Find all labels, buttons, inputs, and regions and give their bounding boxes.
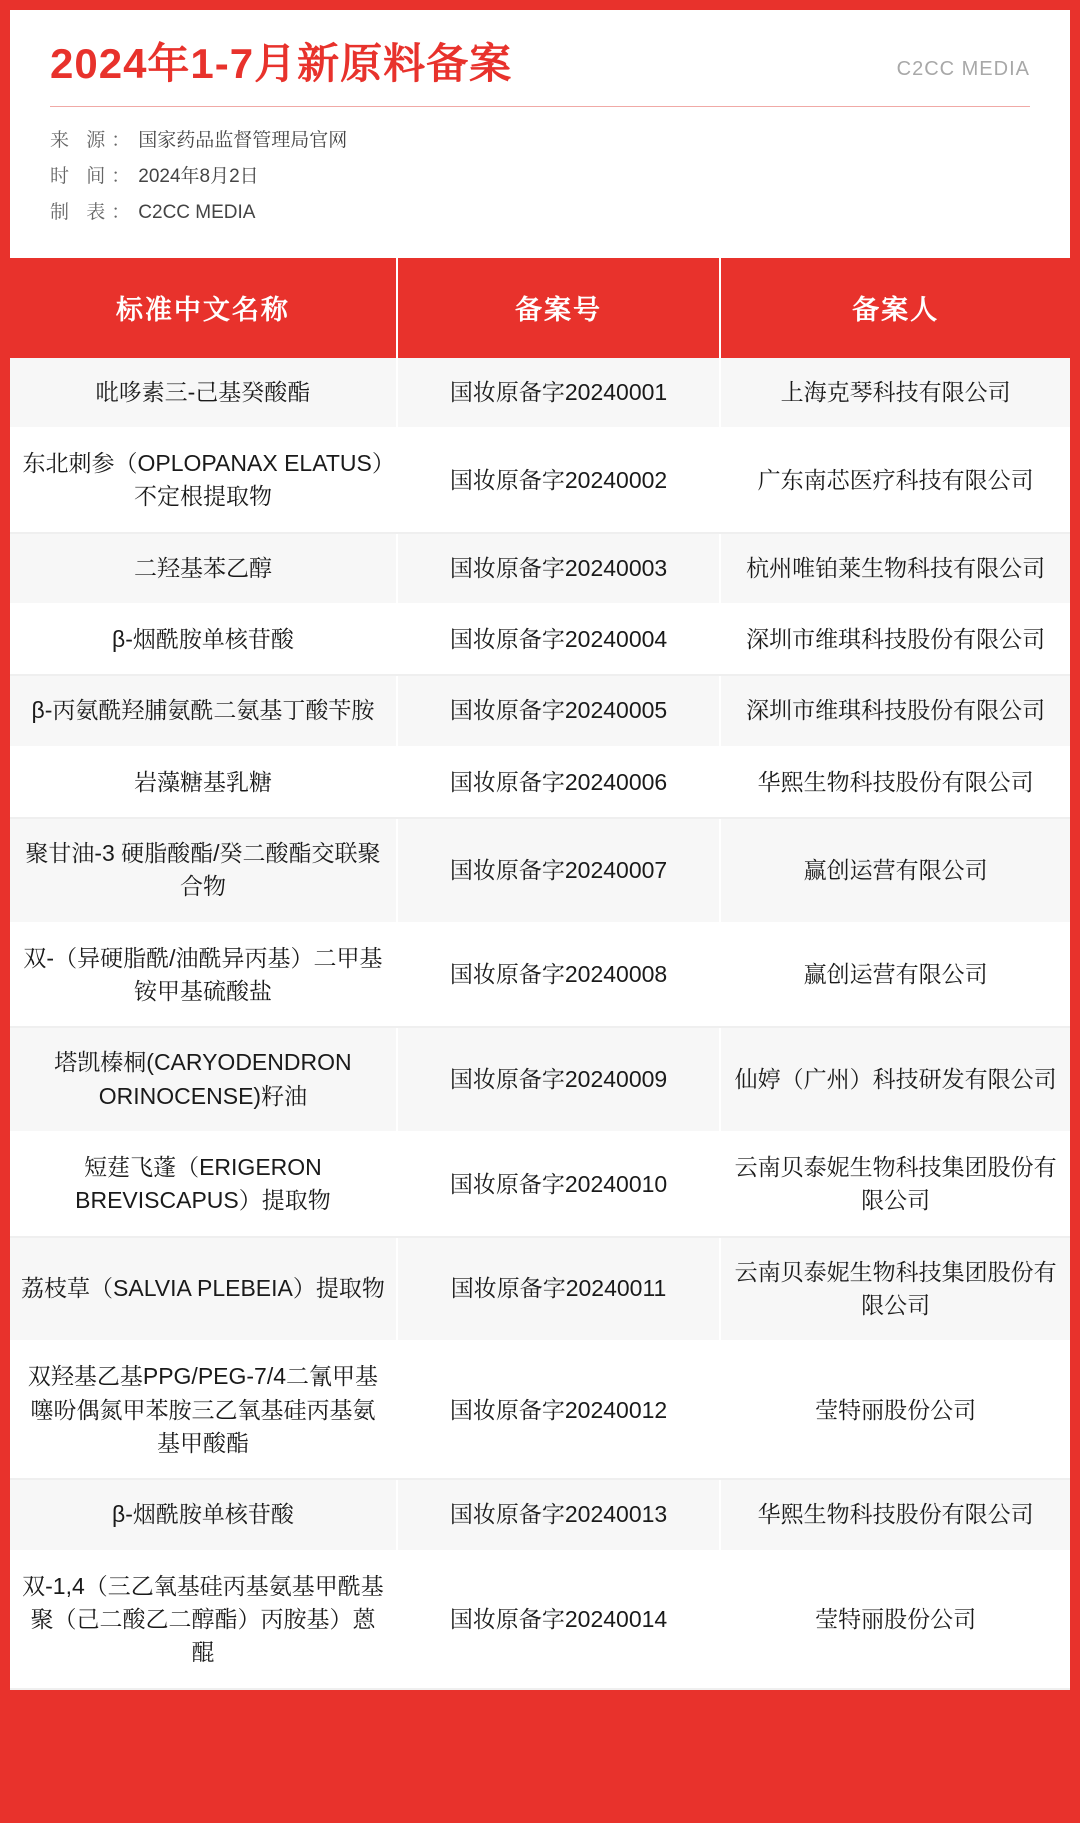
content-sheet (10, 10, 1070, 1690)
table-row (10, 1132, 1070, 1237)
table-row (10, 747, 1070, 818)
filing-table (10, 258, 1070, 1690)
page-title: 2024年1-7月新原料备案 (50, 40, 513, 87)
cell-filing-no: 国妆原备字20240007 (397, 818, 720, 923)
cell-filer: 华熙生物科技股份有限公司 (720, 747, 1070, 818)
cell-filing-no: 国妆原备字20240014 (397, 1551, 720, 1689)
cell-standard-name: β-烟酰胺单核苷酸 (10, 604, 397, 675)
cell-filer: 深圳市维琪科技股份有限公司 (720, 675, 1070, 746)
table-row (10, 1237, 1070, 1342)
cell-filer: 赢创运营有限公司 (720, 818, 1070, 923)
table-body (10, 358, 1070, 1689)
cell-filing-no: 国妆原备字20240009 (397, 1027, 720, 1132)
cell-standard-name: 东北刺参（OPLOPANAX ELATUS）不定根提取物 (10, 428, 397, 533)
cell-filing-no: 国妆原备字20240006 (397, 747, 720, 818)
cell-filer: 仙婷（广州）科技研发有限公司 (720, 1027, 1070, 1132)
cell-filer: 云南贝泰妮生物科技集团股份有限公司 (720, 1237, 1070, 1342)
cell-filing-no: 国妆原备字20240002 (397, 428, 720, 533)
cell-standard-name: 短莛飞蓬（ERIGERON BREVISCAPUS）提取物 (10, 1132, 397, 1237)
header-top-row (50, 40, 1030, 88)
media-watermark: C2CC MEDIA (896, 58, 1030, 80)
cell-standard-name: 荔枝草（SALVIA PLEBEIA）提取物 (10, 1237, 397, 1342)
cell-standard-name: 吡哆素三-己基癸酸酯 (10, 358, 397, 428)
table-row (10, 675, 1070, 746)
meta-value-date: 2024年8月2日 (138, 166, 259, 188)
meta-label-author: 制 表： (50, 202, 137, 224)
cell-filer: 深圳市维琪科技股份有限公司 (720, 604, 1070, 675)
cell-standard-name: 塔凯榛桐(CARYODENDRON ORINOCENSE)籽油 (10, 1027, 397, 1132)
meta-row-date (50, 159, 1030, 195)
table-row (10, 1341, 1070, 1479)
column-header-name: 标准中文名称 (10, 258, 397, 358)
cell-standard-name: β-丙氨酰羟脯氨酰二氨基丁酸苄胺 (10, 675, 397, 746)
cell-filing-no: 国妆原备字20240012 (397, 1341, 720, 1479)
cell-standard-name: 双羟基乙基PPG/PEG-7/4二氰甲基噻吩偶氮甲苯胺三乙氧基硅丙基氨基甲酸酯 (10, 1341, 397, 1479)
cell-filer: 杭州唯铂莱生物科技有限公司 (720, 533, 1070, 604)
column-header-filing-no: 备案号 (397, 258, 720, 358)
cell-filer: 赢创运营有限公司 (720, 923, 1070, 1028)
cell-filer: 莹特丽股份公司 (720, 1341, 1070, 1479)
cell-filing-no: 国妆原备字20240011 (397, 1237, 720, 1342)
table-row (10, 923, 1070, 1028)
table-row (10, 1027, 1070, 1132)
cell-filing-no: 国妆原备字20240004 (397, 604, 720, 675)
meta-value-author: C2CC MEDIA (138, 202, 256, 224)
cell-standard-name: 双-（异硬脂酰/油酰异丙基）二甲基铵甲基硫酸盐 (10, 923, 397, 1028)
table-row (10, 1551, 1070, 1689)
cell-standard-name: β-烟酰胺单核苷酸 (10, 1479, 397, 1550)
meta-value-source: 国家药品监督管理局官网 (138, 130, 348, 152)
cell-filer: 上海克琴科技有限公司 (720, 358, 1070, 428)
cell-standard-name: 聚甘油-3 硬脂酸酯/癸二酸酯交联聚合物 (10, 818, 397, 923)
cell-standard-name: 岩藻糖基乳糖 (10, 747, 397, 818)
cell-standard-name: 二羟基苯乙醇 (10, 533, 397, 604)
table-header-row (10, 258, 1070, 358)
meta-row-source (50, 123, 1030, 159)
table-row (10, 604, 1070, 675)
cell-filer: 莹特丽股份公司 (720, 1551, 1070, 1689)
cell-filer: 云南贝泰妮生物科技集团股份有限公司 (720, 1132, 1070, 1237)
document-header (10, 10, 1070, 258)
meta-label-date: 时 间： (50, 166, 137, 188)
document-meta (50, 123, 1030, 231)
cell-filer: 华熙生物科技股份有限公司 (720, 1479, 1070, 1550)
cell-filing-no: 国妆原备字20240003 (397, 533, 720, 604)
table-row (10, 533, 1070, 604)
table-row (10, 1479, 1070, 1550)
meta-label-source: 来 源： (50, 130, 137, 152)
cell-standard-name: 双-1,4（三乙氧基硅丙基氨基甲酰基聚（己二酸乙二醇酯）丙胺基）蒽醌 (10, 1551, 397, 1689)
header-divider (50, 106, 1030, 107)
column-header-filer: 备案人 (720, 258, 1070, 358)
cell-filing-no: 国妆原备字20240010 (397, 1132, 720, 1237)
table-row (10, 428, 1070, 533)
cell-filing-no: 国妆原备字20240005 (397, 675, 720, 746)
table-row (10, 818, 1070, 923)
cell-filing-no: 国妆原备字20240008 (397, 923, 720, 1028)
table-row (10, 358, 1070, 428)
table-header (10, 258, 1070, 358)
cell-filing-no: 国妆原备字20240001 (397, 358, 720, 428)
cell-filer: 广东南芯医疗科技有限公司 (720, 428, 1070, 533)
cell-filing-no: 国妆原备字20240013 (397, 1479, 720, 1550)
meta-row-author (50, 195, 1030, 231)
